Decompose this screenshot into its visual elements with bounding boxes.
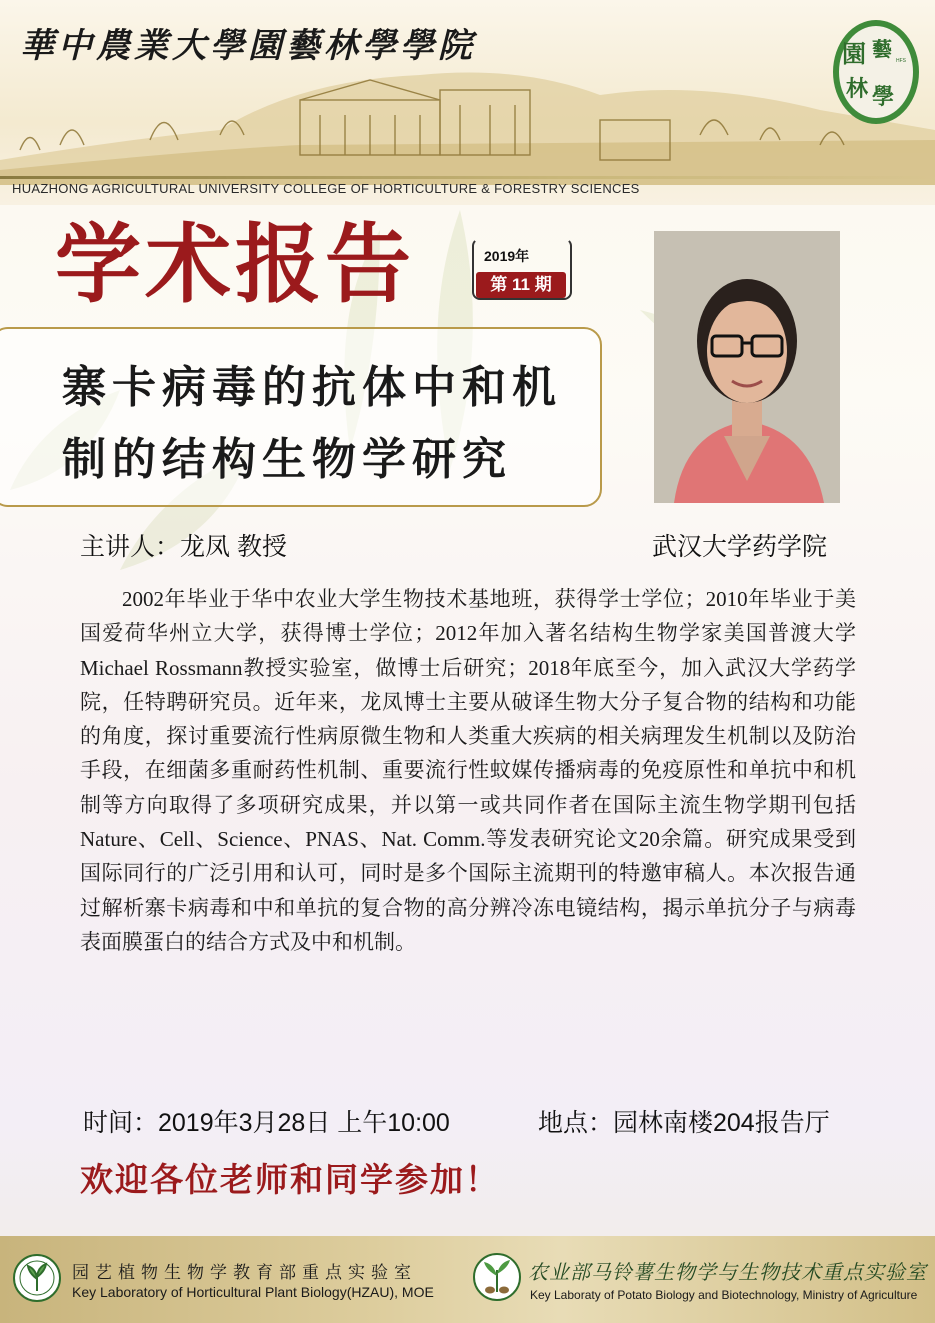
- school-name-chinese: 華中農業大學園藝林學學院: [20, 26, 476, 66]
- talk-topic-line-1: 寨卡病毒的抗体中和机: [62, 362, 562, 413]
- talk-topic-line-2: 制的结构生物学研究: [62, 434, 512, 485]
- logo-char-3: 林: [846, 76, 869, 102]
- welcome-message: 欢迎各位老师和同学参加！: [80, 1160, 500, 1199]
- speaker-portrait-illustration: [654, 231, 840, 503]
- lab-name-1-chinese: 园艺植物生物学教育部重点实验室: [72, 1263, 417, 1283]
- speaker-photo: [654, 231, 840, 503]
- report-title: 学术报告: [55, 215, 415, 315]
- speaker-affiliation: 武汉大学药学院: [652, 533, 828, 561]
- logo-char-2: 藝: [872, 37, 892, 61]
- school-name-english: HUAZHONG AGRICULTURAL UNIVERSITY COLLEGE OF HORTICULTURE & FORESTRY SCIENCES: [12, 181, 640, 196]
- header-rule: [0, 176, 935, 179]
- event-time: 时间：2019年3月28日 上午10:00: [83, 1109, 450, 1137]
- issue-year: 2019年: [484, 248, 530, 264]
- speaker-name: 主讲人：龙凤 教授: [80, 533, 287, 561]
- event-location: 地点：园林南楼204报告厅: [538, 1109, 830, 1137]
- logo-char-4: 學: [872, 84, 895, 110]
- logo-char-1: 園: [842, 39, 866, 68]
- college-logo-icon: [832, 18, 920, 126]
- lab-logo-left-icon: [12, 1253, 62, 1303]
- issue-number-badge: 第 11 期: [476, 272, 566, 298]
- logo-small-text: HFS: [896, 58, 906, 64]
- talk-topic: [62, 352, 582, 496]
- lab-logo-right-icon: [472, 1252, 522, 1302]
- lab-name-2-english: Key Laboraty of Potato Biology and Biotechnology, Ministry of Agriculture: [530, 1288, 918, 1302]
- lab-name-2-chinese: 农业部马铃薯生物学与生物技术重点实验室: [528, 1260, 927, 1284]
- speaker-biography: 2002年毕业于华中农业大学生物技术基地班，获得学士学位；2010年毕业于美国爱荷华州立大学，获得博士学位；2012年加入著名结构生物学家美国普渡大学Michael Rossmann教授实验室，做博士后研究；2018年底至今，加入武汉大学药学院，任特聘研究员。近年来，龙凤博士主要从破译生物大分子复合物的结构和功能的角度，探讨重要流行性病原微生物和人类重大疾病的相关病理发生机制以及防治手段，在细菌多重耐药性机制、重要流行性蚊媒传播病毒的免疫原性和单抗中和机制等方向取得了多项研究成果，并以第一或共同作者在国际主流生物学期刊包括Nature、Cell、Science、PNAS、Nat. Comm.等发表研究论文20余篇。研究成果受到国际同行的广泛引用和认可，同时是多个国际主流期刊的特邀审稿人。本次报告通过解析寨卡病毒和中和单抗的复合物的高分辨冷冻电镜结构，揭示单抗分子与病毒表面膜蛋白的结合方式及中和机制。: [80, 587, 856, 954]
- lab-name-1-english: Key Laboratory of Horticultural Plant Biology(HZAU), MOE: [72, 1284, 434, 1300]
